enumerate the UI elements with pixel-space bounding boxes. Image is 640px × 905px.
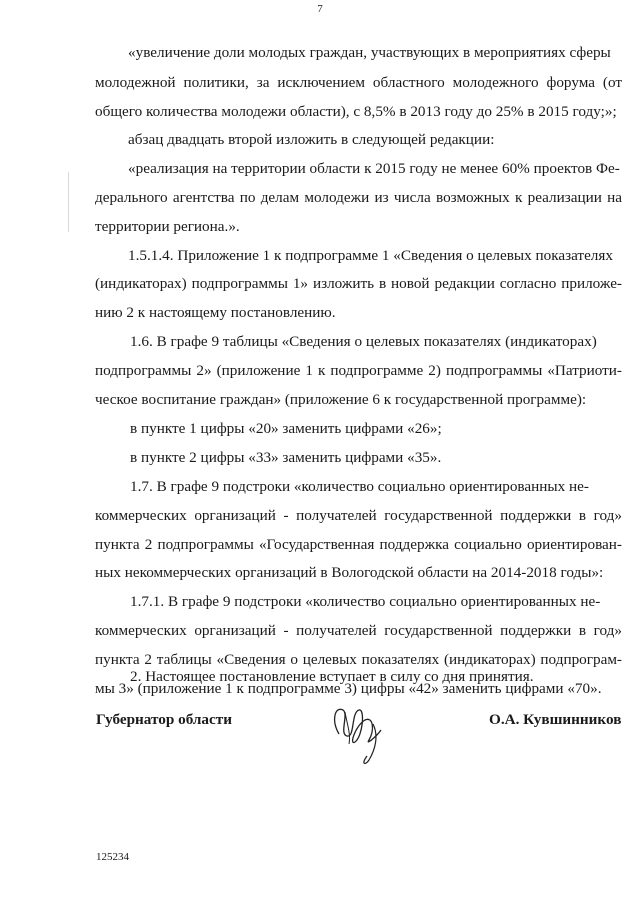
text-line: 1.7. В графе 9 подстроки «количество социально ориентированных не- (130, 478, 589, 495)
text-line: пункта 2 таблицы «Сведения о целевых показателях (индикаторах) подпрограм- (95, 651, 622, 668)
text-line: 1.6. В графе 9 таблицы «Сведения о целевых показателях (индикаторах) (130, 333, 597, 350)
text-line: абзац двадцать второй изложить в следующей редакции: (128, 131, 495, 148)
page-number: 7 (317, 3, 323, 15)
text-line: ных некоммерческих организаций в Вологодской области на 2014-2018 годы»: (95, 564, 604, 581)
text-line: в пункте 1 цифры «20» заменить цифрами «26»; (130, 420, 442, 437)
text-line: 1.7.1. В графе 9 подстроки «количество социально ориентированных не- (130, 593, 601, 610)
text-line: коммерческих организаций - получателей государственной поддержки в год» (95, 507, 622, 524)
text-line: пункта 2 подпрограммы «Государственная поддержка социально ориентирован- (95, 536, 622, 553)
text-line: подпрограммы 2» (приложение 1 к подпрограмме 2) подпрограммы «Патриоти- (95, 362, 622, 379)
signatory-title: Губернатор области (96, 711, 232, 728)
text-line: общего количества молодежи области), с 8,5% в 2013 году до 25% в 2015 году;»; (95, 103, 617, 120)
text-line: ческое воспитание граждан» (приложение 6 к государственной программе): (95, 391, 587, 408)
text-line: 2. Настоящее постановление вступает в силу со дня принятия. (130, 668, 534, 685)
text-line: территории региона.». (95, 218, 240, 235)
document-code: 125234 (96, 851, 129, 863)
text-line: «реализация на территории области к 2015 году не менее 60% проектов Фе- (128, 160, 620, 177)
text-line: мы 3» (приложение 1 к подпрограмме 3) цифры «42» заменить цифрами «70». (95, 680, 602, 697)
text-line: дерального агентства по делам молодежи из числа возможных к реализации на (95, 189, 622, 206)
text-line: в пункте 2 цифры «33» заменить цифрами «35». (130, 449, 442, 466)
text-line: молодежной политики, за исключением областного молодежного форума (от (95, 74, 622, 91)
text-line: нию 2 к настоящему постановлению. (95, 304, 336, 321)
signatory-name: О.А. Кувшинников (489, 711, 622, 728)
text-line: (индикаторах) подпрограммы 1» изложить в новой редакции согласно приложе- (95, 275, 622, 292)
text-line: коммерческих организаций - получателей государственной поддержки в год» (95, 622, 622, 639)
text-line: «увеличение доли молодых граждан, участвующих в мероприятиях сферы (128, 44, 611, 61)
handwritten-signature (325, 690, 395, 770)
margin-mark (68, 172, 69, 232)
text-line: 1.5.1.4. Приложение 1 к подпрограмме 1 «Сведения о целевых показателях (128, 247, 613, 264)
